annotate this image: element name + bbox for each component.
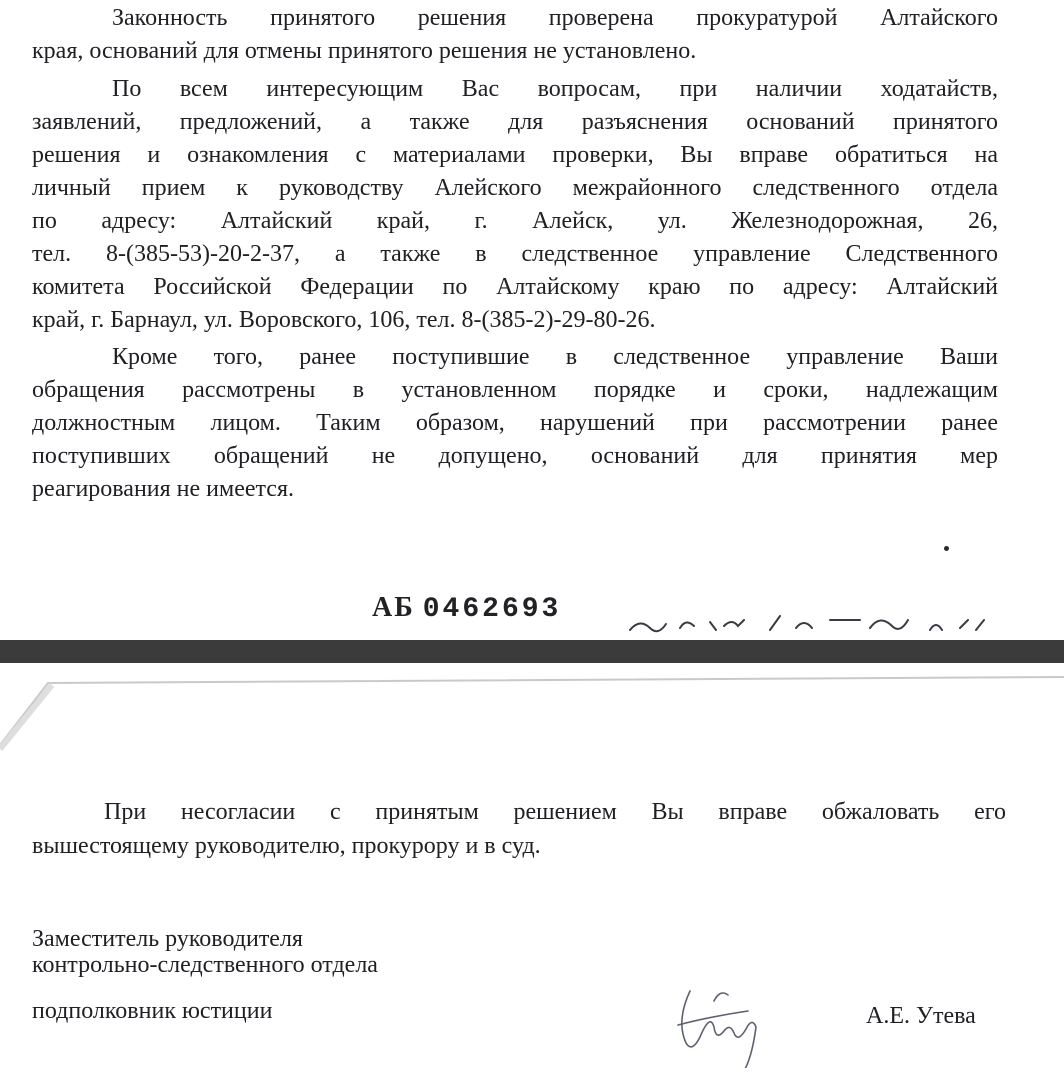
handwritten-signature xyxy=(670,973,780,1068)
text-line: При несогласии с принятым решением Вы вправе обжаловать его xyxy=(104,799,1006,825)
signatory-position: Заместитель руководителя xyxy=(32,926,303,952)
text-line: обращения рассмотрены в установленном порядке и сроки, надлежащим xyxy=(32,377,998,403)
scan-separator-bar xyxy=(0,640,1064,663)
letter-page-bottom xyxy=(0,663,1064,1075)
text-line: Законность принятого решения проверена прокуратурой Алтайского xyxy=(112,5,998,31)
text-line: край, г. Барнаул, ул. Воровского, 106, тел. 8-(385-2)-29-80-26. xyxy=(32,307,656,333)
text-line: По всем интересующим Вас вопросам, при наличии ходатайств, xyxy=(112,76,998,102)
text-line: личный прием к руководству Алейского межрайонного следственного отдела xyxy=(32,175,998,201)
signatory-department: контрольно-следственного отдела xyxy=(32,952,378,978)
form-serial-number xyxy=(372,588,561,630)
text-line: тел. 8-(385-53)-20-2-37, а также в следственное управление Следственного xyxy=(32,241,998,267)
cutoff-handwriting-mark xyxy=(620,600,1000,640)
text-line: края, оснований для отмены принятого решения не установлено. xyxy=(32,38,697,64)
text-line: реагирования не имеется. xyxy=(32,476,294,502)
form-number: 0462693 xyxy=(422,594,562,625)
signatory-name: А.Е. Утева xyxy=(866,1003,976,1029)
text-line: комитета Российской Федерации по Алтайскому краю по адресу: Алтайский xyxy=(32,274,998,300)
text-line: решения и ознакомления с материалами проверки, Вы вправе обратиться на xyxy=(32,142,998,168)
text-line: Кроме того, ранее поступившие в следственное управление Ваши xyxy=(112,344,998,370)
text-line: заявлений, предложений, а также для разъяснения оснований принятого xyxy=(32,109,998,135)
form-series: АБ xyxy=(372,592,415,623)
signatory-rank: подполковник юстиции xyxy=(32,998,273,1024)
text-line: по адресу: Алтайский край, г. Алейск, ул. Железнодорожная, 26, xyxy=(32,208,998,234)
text-line: вышестоящему руководителю, прокурору и в суд. xyxy=(32,833,541,859)
text-line: поступивших обращений не допущено, оснований для принятия мер xyxy=(32,443,998,469)
ink-dot xyxy=(944,546,949,551)
text-line: должностным лицом. Таким образом, нарушений при рассмотрении ранее xyxy=(32,410,998,436)
